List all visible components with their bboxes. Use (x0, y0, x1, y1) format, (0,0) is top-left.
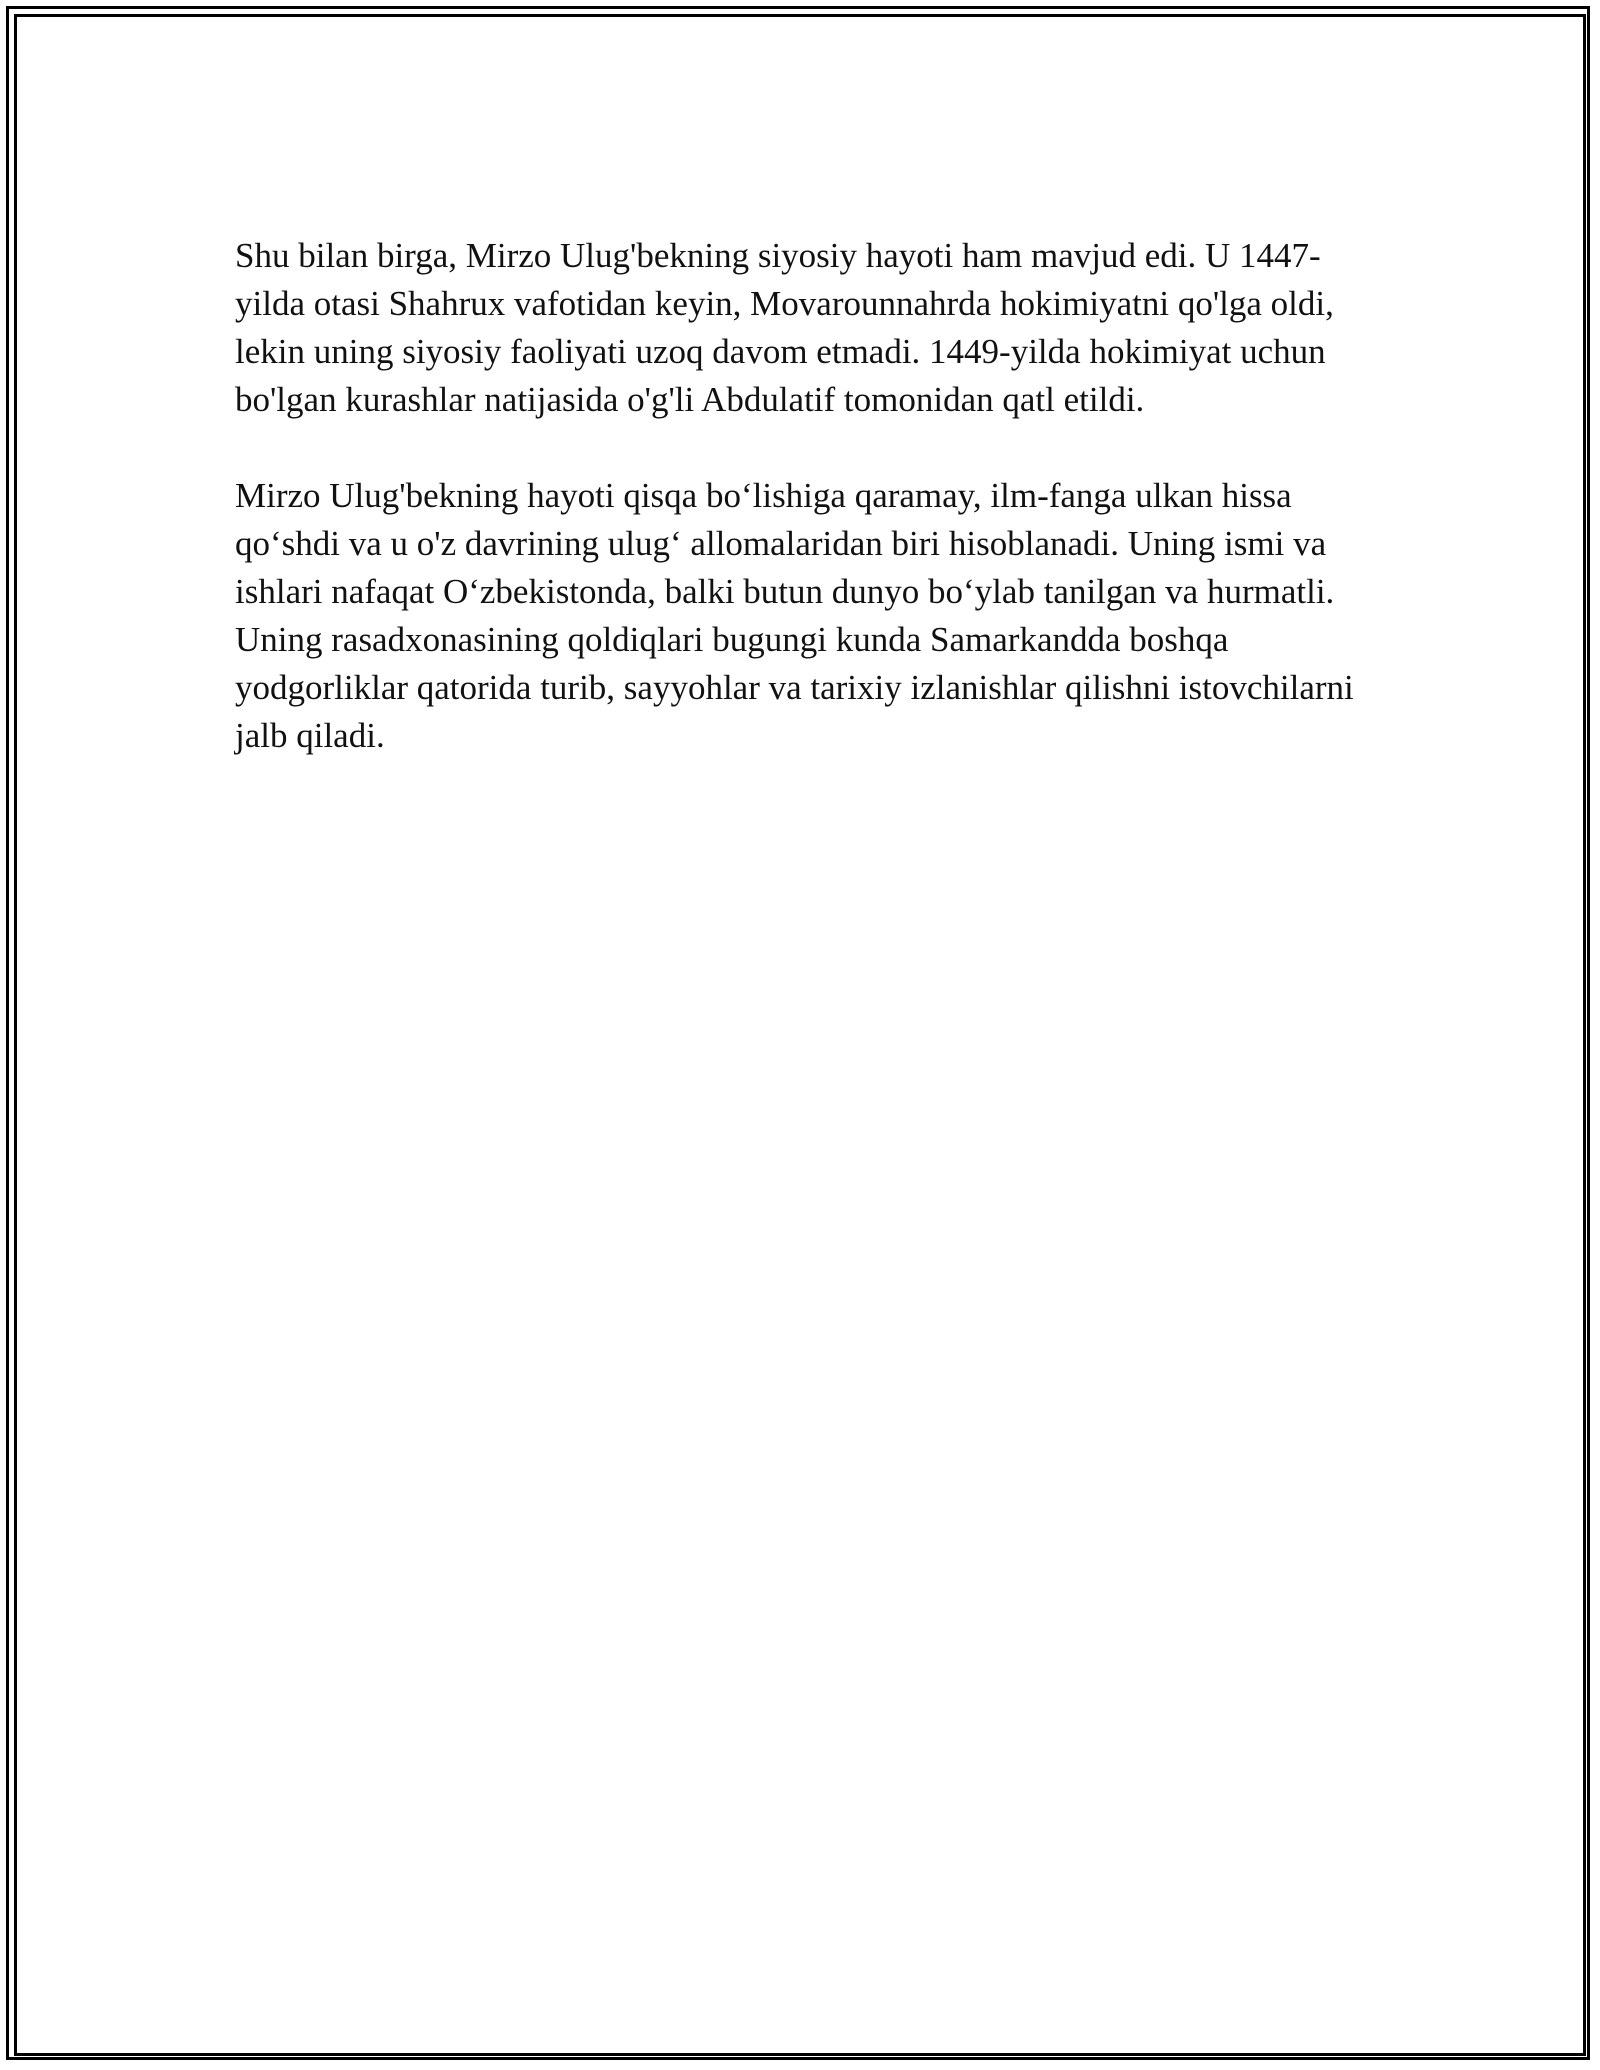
paragraph-1: Shu bilan birga, Mirzo Ulug'bekning siyosiy hayoti ham mavjud edi. U 1447-yilda otasi Shahrux vafotidan keyin, Movarounnahrda hokimiyatni qo'lga oldi, lekin uning siyosiy faoliyati uzoq davom etmadi. 1449-yilda hokimiyat uchun bo'lgan kurashlar natijasida o'g'li Abdulatif tomonidan qatl etildi. (235, 236, 1334, 419)
paragraph-2: Mirzo Ulug'bekning hayoti qisqa bo‘lishiga qaramay, ilm-fanga ulkan hissa qo‘shdi va u o'z davrining ulug‘ allomalaridan biri hisoblanadi. Uning ismi va ishlari nafaqat O‘zbekistonda, balki butun dunyo bo‘ylab tanilgan va hurmatli. Uning rasadxonasining qoldiqlari bugungi kunda Samarkandda boshqa yodgorliklar qatorida turib, sayyohlar va tarixiy izlanishlar qilishni istovchilarni jalb qiladi. (235, 476, 1354, 755)
document-body (235, 232, 1365, 808)
